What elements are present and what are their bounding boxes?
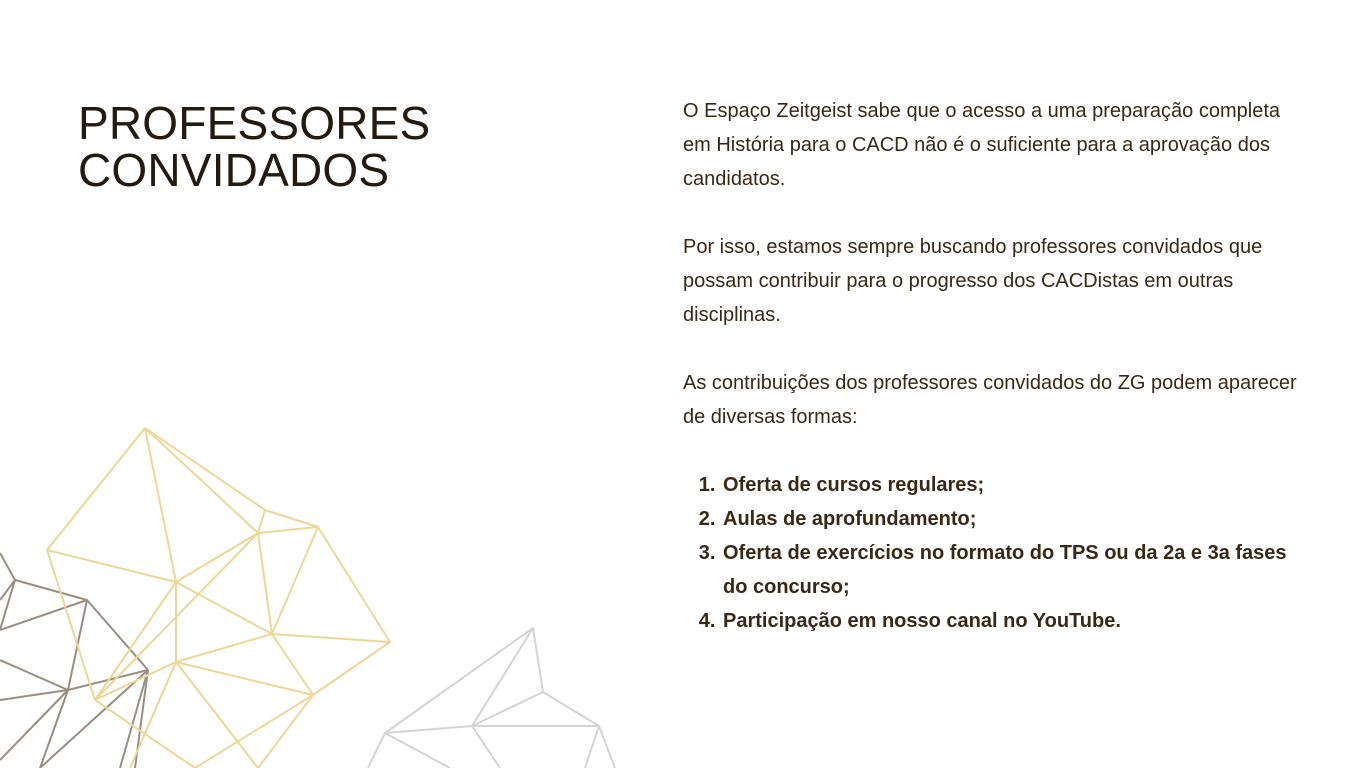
paragraph-intro: O Espaço Zeitgeist sabe que o acesso a uma preparação completa em História para o CACD não é o suficiente para a aprovação dos candidatos. bbox=[683, 100, 1281, 190]
taupe-polygon bbox=[0, 553, 148, 768]
list-item: 3. Oferta de exercícios no formato do TPS ou da 2a e 3a fases do concurso; bbox=[721, 536, 1303, 604]
paragraph-contributions: As contribuições dos professores convidados do ZG podem aparecer de diversas formas: bbox=[683, 372, 1297, 428]
paragraph-search: Por isso, estamos sempre buscando professores convidados que possam contribuir para o progresso dos CACDistas em outras disciplinas. bbox=[683, 236, 1263, 326]
page-title bbox=[78, 97, 431, 196]
list-item: 2. Aulas de aprofundamento; bbox=[721, 502, 1303, 536]
title-line-1: PROFESSORES bbox=[78, 97, 431, 149]
list-item: 4. Participação em nosso canal no YouTube. bbox=[721, 604, 1303, 638]
list-item: 1. Oferta de cursos regulares; bbox=[721, 468, 1303, 502]
geometric-polygon-decoration bbox=[0, 420, 640, 768]
gold-polygon bbox=[47, 428, 390, 768]
contributions-list bbox=[683, 468, 1303, 638]
title-line-2: CONVIDADOS bbox=[78, 144, 390, 196]
content-text bbox=[683, 94, 1303, 638]
gray-polygon bbox=[368, 628, 615, 768]
